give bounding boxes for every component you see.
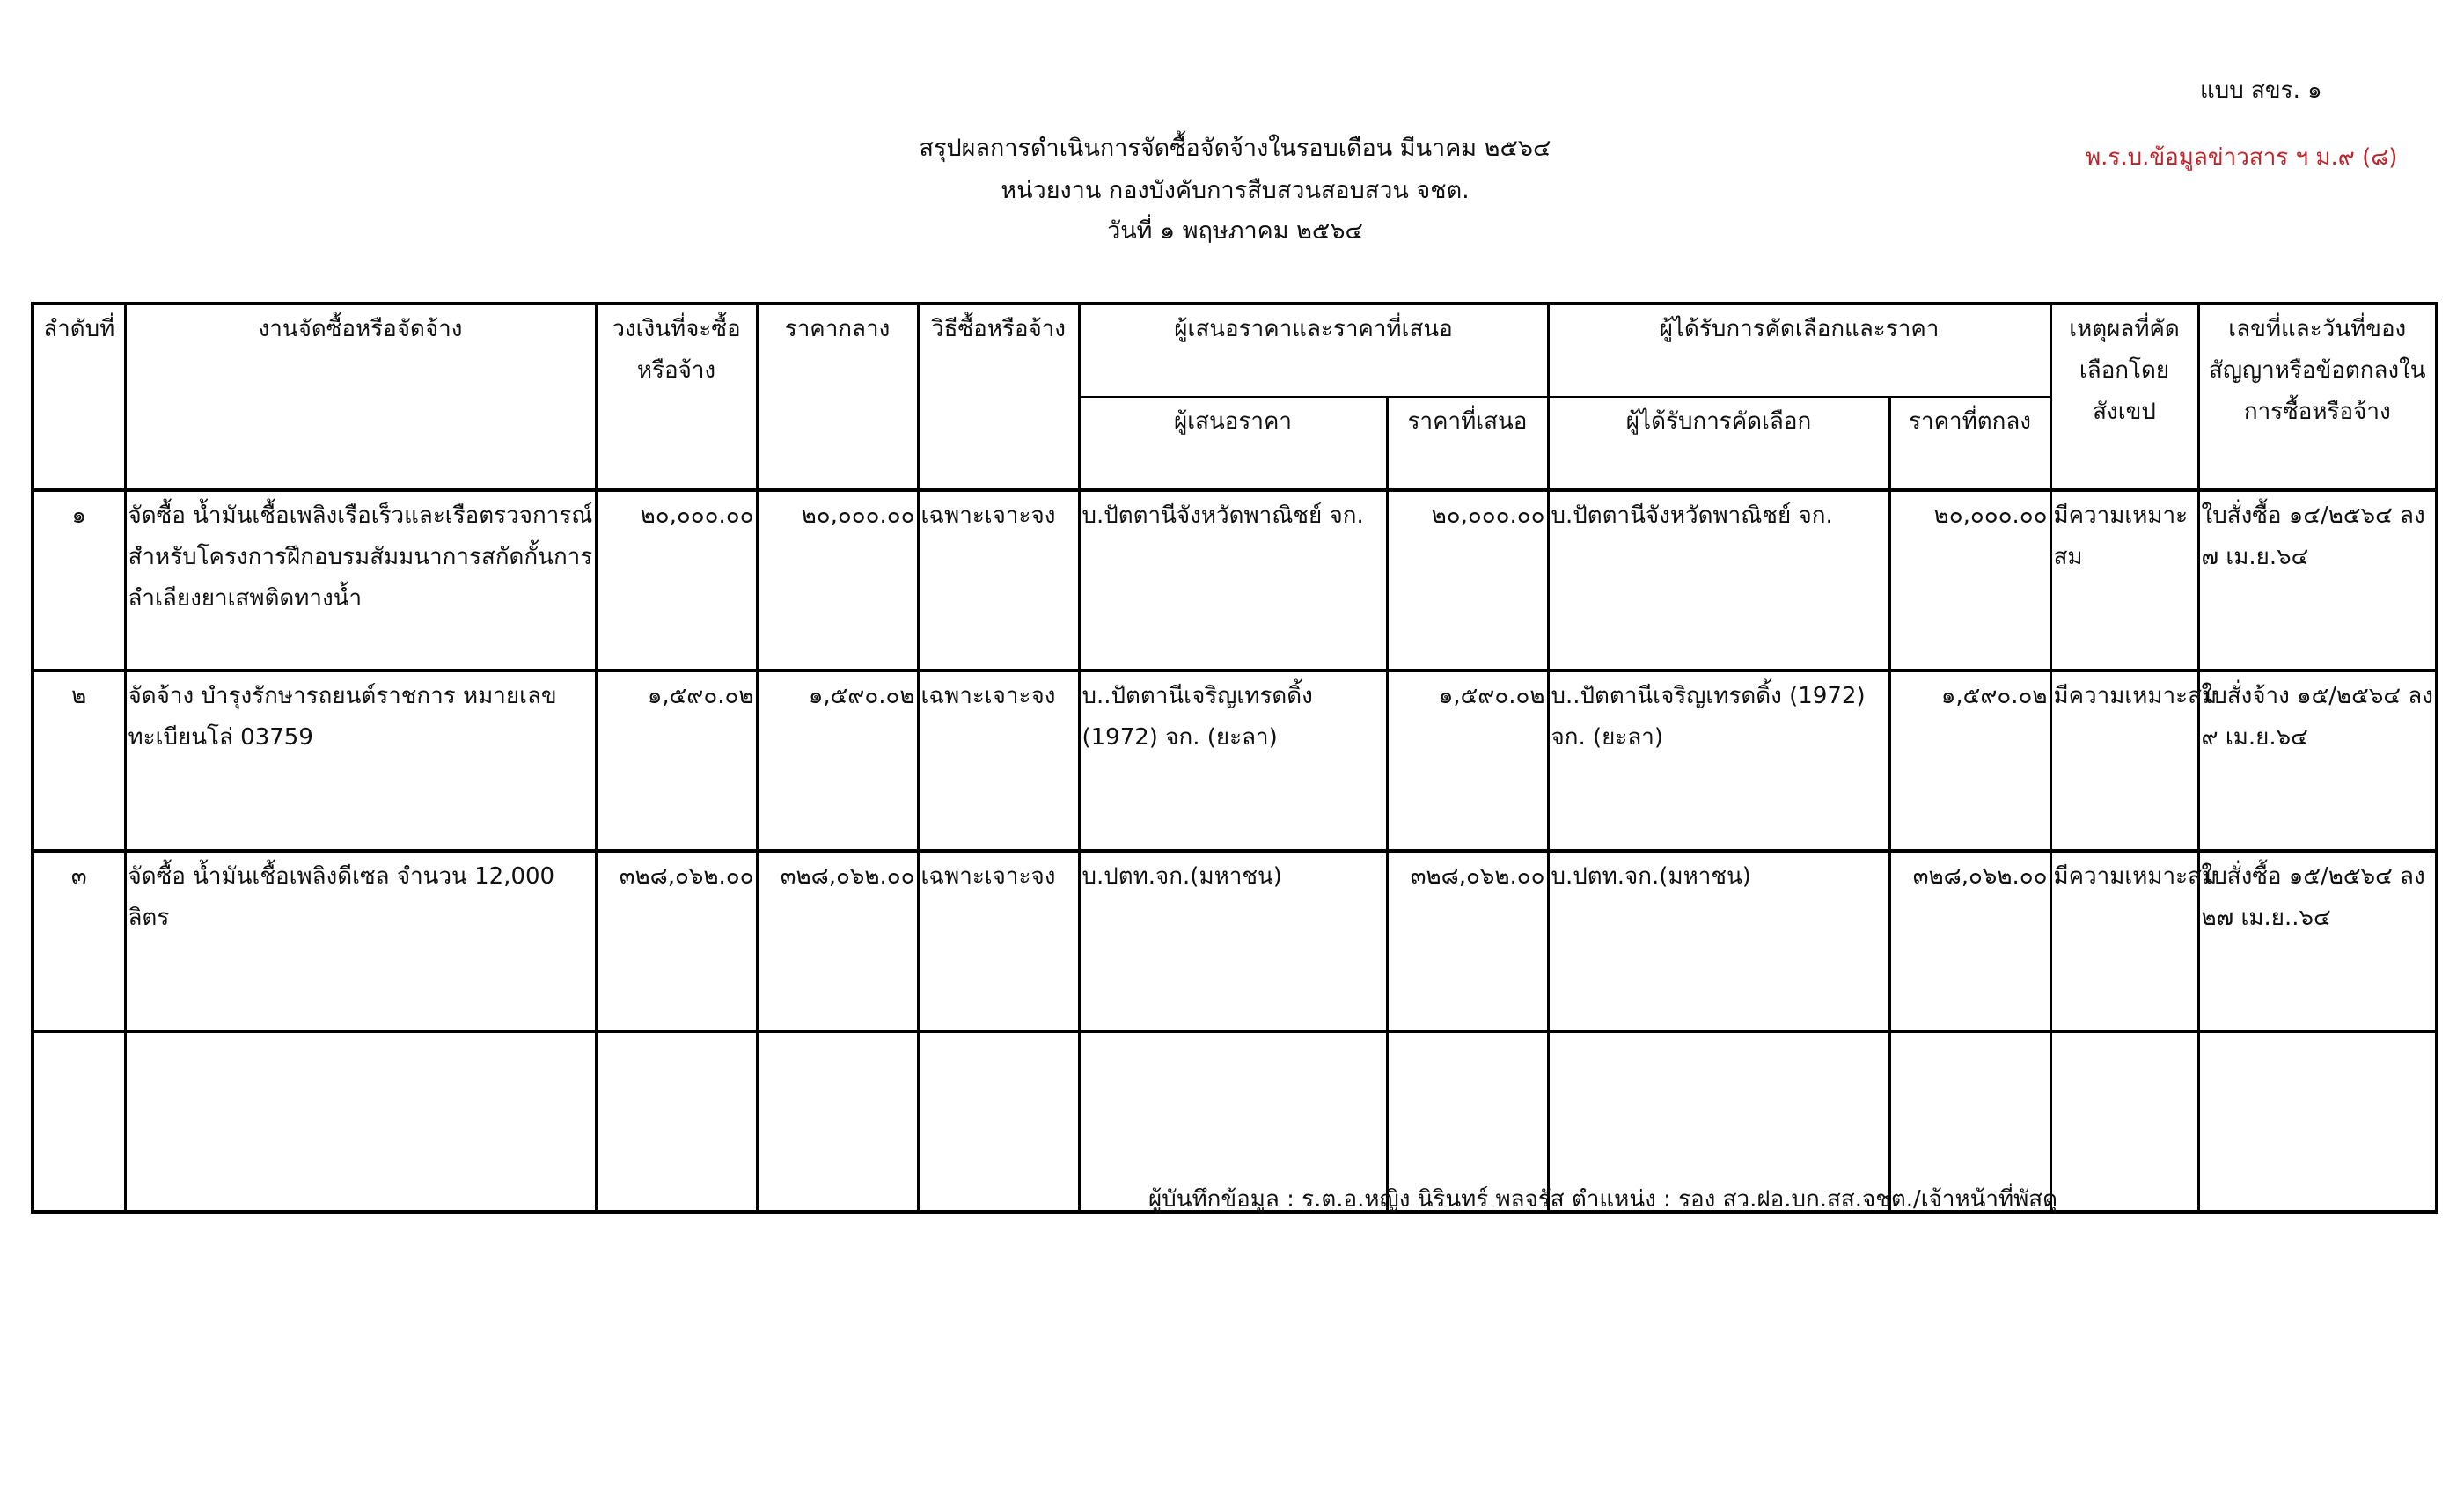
cell-bidder: บ.ปัตตานีจังหวัดพาณิชย์ จก.: [1079, 490, 1387, 671]
recorder-note: ผู้บันทึกข้อมูล : ร.ต.อ.หญิง นิรินทร์ พลจรัส ตำแหน่ง : รอง สว.ฝอ.บก.สส.จชต./เจ้าหน้าที่พัสดุ: [1148, 1186, 2058, 1213]
cell-method: เฉพาะเจาะจง: [918, 851, 1079, 1031]
cell-seq: ๒: [33, 671, 125, 851]
cell-agreed-price: ๓๒๘,๐๖๒.๐๐: [1889, 851, 2050, 1031]
cell-median-price: ๑,๕๙๐.๐๒: [757, 671, 918, 851]
cell-contract: ใบสั่งซื้อ ๑๕/๒๕๖๔ ลง ๒๗ เม.ย..๖๔: [2198, 851, 2437, 1031]
cell-empty: [2050, 1031, 2198, 1212]
col-header-budget: วงเงินที่จะซื้อหรือจ้าง: [596, 304, 757, 490]
cell-empty: [125, 1031, 596, 1212]
cell-item: จัดจ้าง บำรุงรักษารถยนต์ราชการ หมายเลขทะเบียนโล่ 03759: [125, 671, 596, 851]
cell-item: จัดซื้อ น้ำมันเชื้อเพลิงเรือเร็วและเรือตรวจการณ์ สำหรับโครงการฝึกอบรมสัมมนาการสกัดกั้นการลำเลียงยาเสพติดทางน้ำ: [125, 490, 596, 671]
cell-bid-price: ๑,๕๙๐.๐๒: [1387, 671, 1548, 851]
cell-item: จัดซื้อ น้ำมันเชื้อเพลิงดีเซล จำนวน 12,000 ลิตร: [125, 851, 596, 1031]
col-header-bidders-group: ผู้เสนอราคาและราคาที่เสนอ: [1079, 304, 1548, 397]
cell-method: เฉพาะเจาะจง: [918, 671, 1079, 851]
col-header-selected: ผู้ได้รับการคัดเลือก: [1548, 397, 1889, 490]
table-row: [33, 490, 2437, 671]
cell-empty: [757, 1031, 918, 1212]
cell-median-price: ๓๒๘,๐๖๒.๐๐: [757, 851, 918, 1031]
cell-agreed-price: ๑,๕๙๐.๐๒: [1889, 671, 2050, 851]
cell-median-price: ๒๐,๐๐๐.๐๐: [757, 490, 918, 671]
col-header-reason: เหตุผลที่คัดเลือกโดยสังเขป: [2050, 304, 2198, 490]
cell-reason: มีความเหมาะสม: [2050, 490, 2198, 671]
cell-reason: มีความเหมาะสม: [2050, 671, 2198, 851]
agency-line: หน่วยงาน กองบังคับการสืบสวนสอบสวน จชต.: [1001, 177, 1470, 204]
col-header-bid-price: ราคาที่เสนอ: [1387, 397, 1548, 490]
cell-selected: บ.ปัตตานีจังหวัดพาณิชย์ จก.: [1548, 490, 1889, 671]
cell-bidder: บ..ปัตตานีเจริญเทรดดิ้ง (1972) จก. (ยะลา): [1079, 671, 1387, 851]
cell-selected: บ..ปัตตานีเจริญเทรดดิ้ง (1972) จก. (ยะลา): [1548, 671, 1889, 851]
table-row: [33, 671, 2437, 851]
form-code: แบบ สขร. ๑: [2200, 77, 2322, 104]
cell-empty: [2198, 1031, 2437, 1212]
col-header-method: วิธีซื้อหรือจ้าง: [918, 304, 1079, 490]
cell-empty: [918, 1031, 1079, 1212]
cell-method: เฉพาะเจาะจง: [918, 490, 1079, 671]
legal-reference: พ.ร.บ.ข้อมูลข่าวสาร ฯ ม.๙ (๘): [2086, 144, 2398, 171]
col-header-selected-group: ผู้ได้รับการคัดเลือกและราคา: [1548, 304, 2050, 397]
procurement-table: [31, 302, 2438, 1214]
cell-seq: ๓: [33, 851, 125, 1031]
cell-empty: [33, 1031, 125, 1212]
col-header-bidder: ผู้เสนอราคา: [1079, 397, 1387, 490]
cell-budget: ๑,๕๙๐.๐๒: [596, 671, 757, 851]
cell-bid-price: ๒๐,๐๐๐.๐๐: [1387, 490, 1548, 671]
cell-budget: ๓๒๘,๐๖๒.๐๐: [596, 851, 757, 1031]
table-header-row: [33, 304, 2437, 397]
cell-seq: ๑: [33, 490, 125, 671]
col-header-item: งานจัดซื้อหรือจัดจ้าง: [125, 304, 596, 490]
cell-reason: มีความเหมาะสม: [2050, 851, 2198, 1031]
cell-budget: ๒๐,๐๐๐.๐๐: [596, 490, 757, 671]
cell-agreed-price: ๒๐,๐๐๐.๐๐: [1889, 490, 2050, 671]
col-header-agreed-price: ราคาที่ตกลง: [1889, 397, 2050, 490]
col-header-seq: ลำดับที่: [33, 304, 125, 490]
cell-bidder: บ.ปตท.จก.(มหาชน): [1079, 851, 1387, 1031]
col-header-contract: เลขที่และวันที่ของสัญญาหรือข้อตกลงในการซื้อหรือจ้าง: [2198, 304, 2437, 490]
cell-contract: ใบสั่งจ้าง ๑๕/๒๕๖๔ ลง ๙ เม.ย.๖๔: [2198, 671, 2437, 851]
cell-selected: บ.ปตท.จก.(มหาชน): [1548, 851, 1889, 1031]
table-row: [33, 851, 2437, 1031]
report-title: สรุปผลการดำเนินการจัดซื้อจัดจ้างในรอบเดือน มีนาคม ๒๕๖๔: [919, 135, 1551, 162]
cell-contract: ใบสั่งซื้อ ๑๔/๒๕๖๔ ลง ๗ เม.ย.๖๔: [2198, 490, 2437, 671]
cell-bid-price: ๓๒๘,๐๖๒.๐๐: [1387, 851, 1548, 1031]
col-header-median-price: ราคากลาง: [757, 304, 918, 490]
cell-empty: [596, 1031, 757, 1212]
report-date: วันที่ ๑ พฤษภาคม ๒๕๖๔: [1107, 217, 1363, 245]
